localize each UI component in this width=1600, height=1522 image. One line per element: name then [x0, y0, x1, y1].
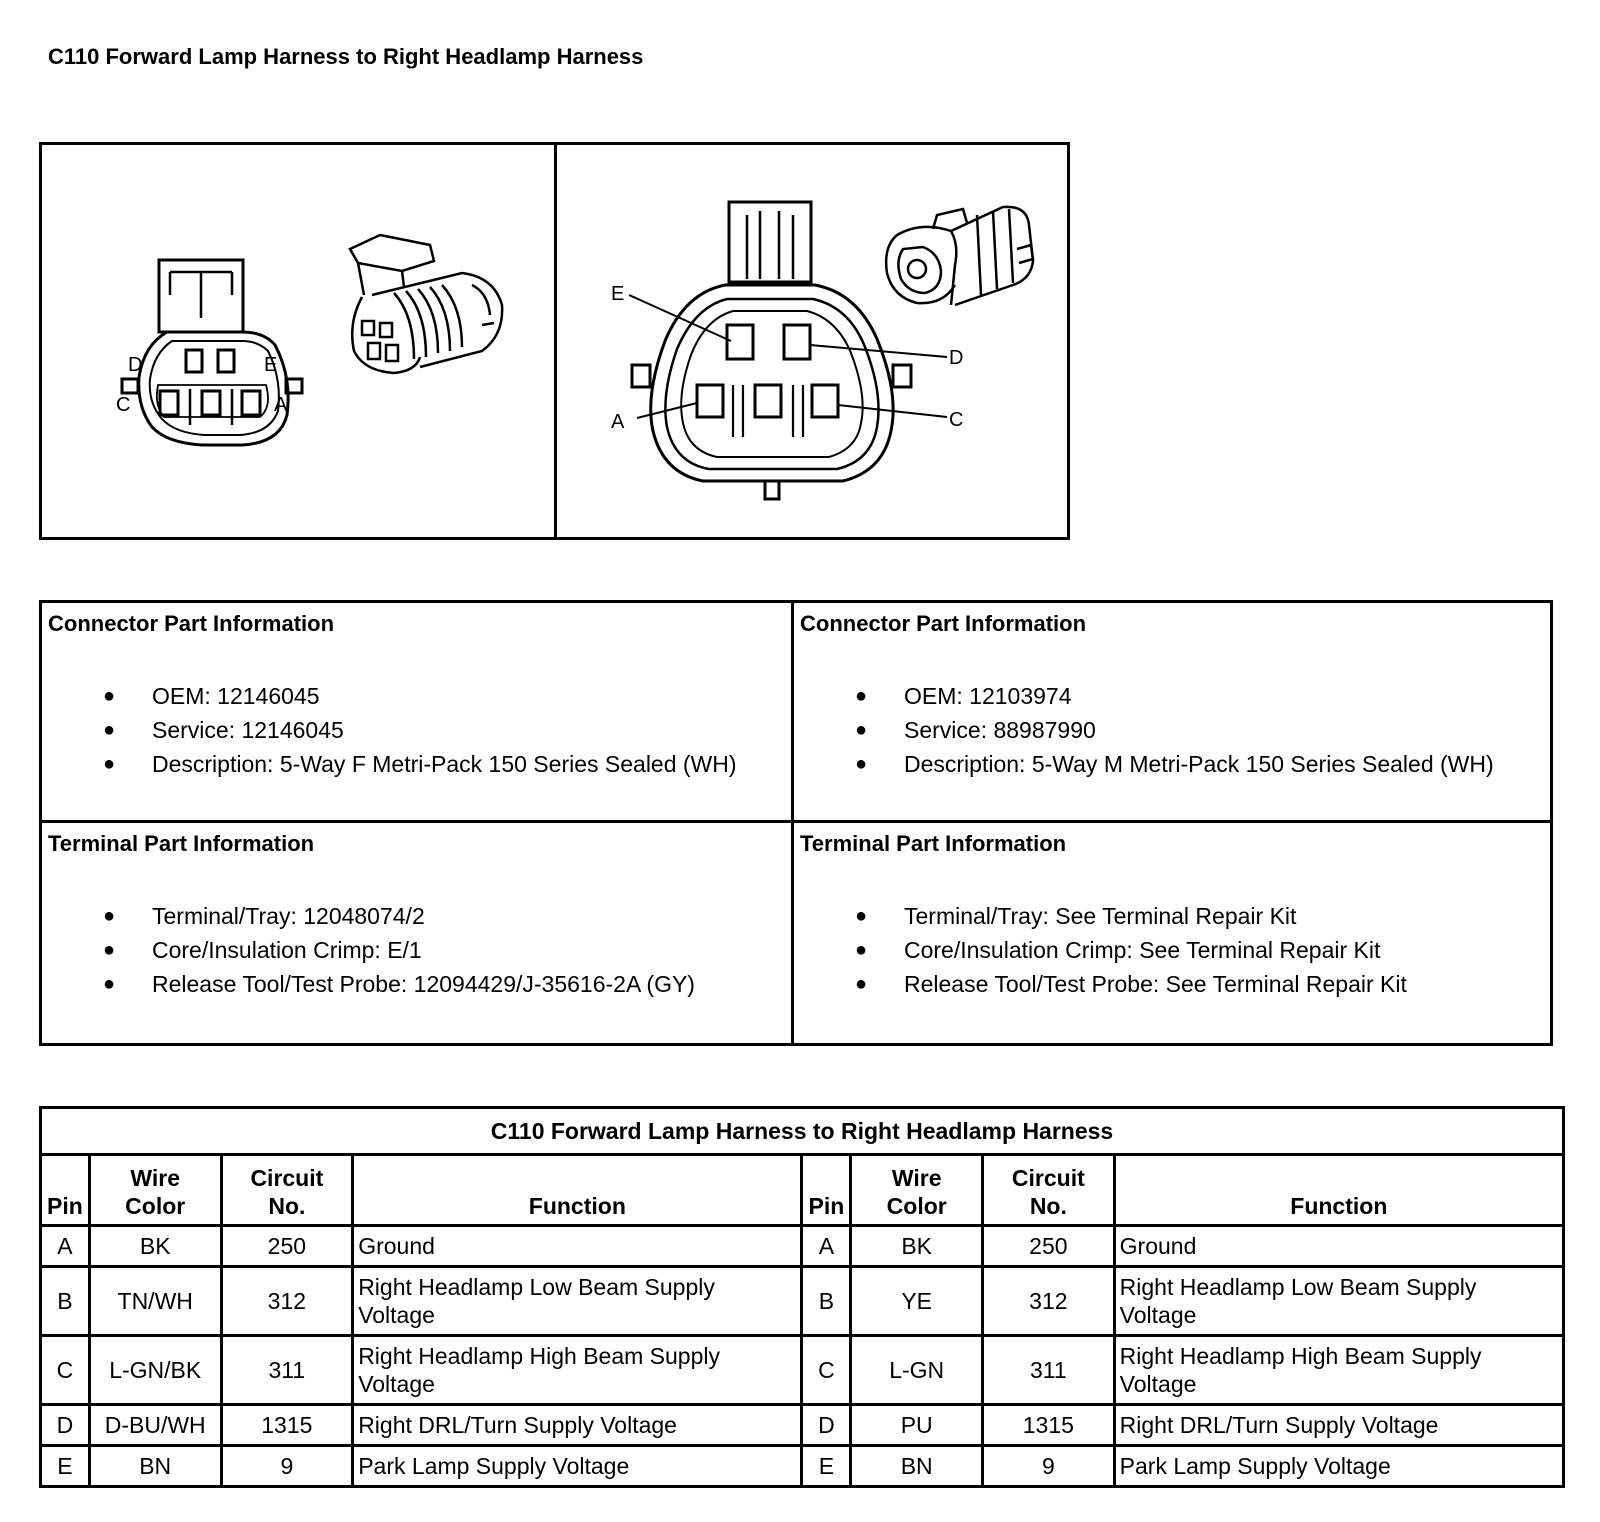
list-item: ● Description: 5-Way M Metri-Pack 150 Series Sealed (WH): [800, 747, 1550, 781]
header-function: Function: [353, 1155, 802, 1226]
list-item: ● Release Tool/Test Probe: 12094429/J-35616-2A (GY): [48, 967, 791, 1001]
bullet-icon: ●: [103, 973, 116, 995]
cell-function: Right DRL/Turn Supply Voltage: [353, 1405, 802, 1446]
male-connector-panel: [557, 145, 1067, 537]
cell-function: Ground: [1114, 1226, 1563, 1267]
cell-pin: C: [41, 1336, 90, 1405]
cell-circuit: 9: [221, 1446, 353, 1487]
male-connector-face-view: [557, 145, 1067, 537]
connector-info-heading: Connector Part Information: [800, 611, 1087, 636]
terminal-info-right: [794, 823, 1550, 1043]
pinout-header-row: [41, 1155, 1564, 1226]
female-connector-isometric-view: [350, 235, 502, 373]
bullet-icon: ●: [855, 905, 868, 927]
list-item: ● Service: 88987990: [800, 713, 1550, 747]
cell-pin: D: [41, 1405, 90, 1446]
pin-label-d: D: [128, 354, 143, 376]
pin-label-a: A: [611, 411, 625, 433]
terminal-info-heading: Terminal Part Information: [48, 831, 315, 856]
cell-pin: E: [41, 1446, 90, 1487]
cell-function: Right Headlamp Low Beam Supply Voltage: [1114, 1267, 1563, 1336]
terminal-info-list: [800, 899, 1550, 1001]
connector-info-list: [800, 679, 1550, 781]
bullet-icon: ●: [855, 719, 868, 741]
cell-wire-color: BN: [851, 1446, 983, 1487]
terminal-info-heading: Terminal Part Information: [800, 831, 1067, 856]
list-item: ● Service: 12146045: [48, 713, 791, 747]
connector-info-list: [48, 679, 791, 781]
cell-circuit: 1315: [221, 1405, 353, 1446]
cell-pin: D: [802, 1405, 851, 1446]
part-information-table: [39, 600, 1553, 1046]
cell-wire-color: BK: [851, 1226, 983, 1267]
pin-label-e: E: [611, 283, 625, 305]
bullet-icon: ●: [855, 973, 868, 995]
pin-label-c: C: [949, 409, 964, 431]
bullet-icon: ●: [103, 685, 116, 707]
cell-circuit: 311: [221, 1336, 353, 1405]
cell-function: Ground: [353, 1226, 802, 1267]
cell-wire-color: BN: [89, 1446, 221, 1487]
cell-wire-color: D-BU/WH: [89, 1405, 221, 1446]
bullet-icon: ●: [103, 939, 116, 961]
list-item: ● Core/Insulation Crimp: E/1: [48, 933, 791, 967]
pin-label-d: D: [949, 347, 964, 369]
bullet-icon: ●: [855, 939, 868, 961]
connector-info-left: [42, 603, 794, 823]
header-circuit-no: Circuit No.: [221, 1155, 353, 1226]
cell-function: Right Headlamp Low Beam Supply Voltage: [353, 1267, 802, 1336]
female-connector-face-view: [42, 145, 554, 537]
cell-circuit: 311: [983, 1336, 1115, 1405]
pin-label-e: E: [264, 354, 278, 376]
cell-function: Park Lamp Supply Voltage: [353, 1446, 802, 1487]
cell-pin: B: [802, 1267, 851, 1336]
male-connector-isometric-view: [886, 207, 1033, 305]
cell-pin: E: [802, 1446, 851, 1487]
cell-function: Right Headlamp High Beam Supply Voltage: [1114, 1336, 1563, 1405]
list-item: ● OEM: 12103974: [800, 679, 1550, 713]
cell-wire-color: L-GN/BK: [89, 1336, 221, 1405]
table-row: [41, 1226, 1564, 1267]
cell-wire-color: PU: [851, 1405, 983, 1446]
bullet-icon: ●: [103, 753, 116, 775]
cell-circuit: 1315: [983, 1405, 1115, 1446]
bullet-icon: ●: [103, 719, 116, 741]
header-pin: Pin: [802, 1155, 851, 1226]
cell-wire-color: YE: [851, 1267, 983, 1336]
cell-function: Right DRL/Turn Supply Voltage: [1114, 1405, 1563, 1446]
list-item: ● OEM: 12146045: [48, 679, 791, 713]
cell-function: Right Headlamp High Beam Supply Voltage: [353, 1336, 802, 1405]
table-row: [41, 1405, 1564, 1446]
pin-label-c: C: [116, 394, 131, 416]
header-function: Function: [1114, 1155, 1563, 1226]
connector-info-heading: Connector Part Information: [48, 611, 335, 636]
cell-circuit: 250: [983, 1226, 1115, 1267]
bullet-icon: ●: [855, 685, 868, 707]
list-item: ● Terminal/Tray: 12048074/2: [48, 899, 791, 933]
pin-label-a: A: [274, 394, 288, 416]
list-item: ● Description: 5-Way F Metri-Pack 150 Series Sealed (WH): [48, 747, 791, 781]
cell-pin: C: [802, 1336, 851, 1405]
list-item: ● Terminal/Tray: See Terminal Repair Kit: [800, 899, 1550, 933]
header-wire-color: Wire Color: [89, 1155, 221, 1226]
bullet-icon: ●: [855, 753, 868, 775]
cell-circuit: 9: [983, 1446, 1115, 1487]
terminal-info-list: [48, 899, 791, 1001]
cell-pin: A: [802, 1226, 851, 1267]
cell-circuit: 250: [221, 1226, 353, 1267]
cell-pin: B: [41, 1267, 90, 1336]
table-row: [41, 1446, 1564, 1487]
cell-function: Park Lamp Supply Voltage: [1114, 1446, 1563, 1487]
cell-wire-color: BK: [89, 1226, 221, 1267]
pinout-table-caption: C110 Forward Lamp Harness to Right Headlamp Harness: [41, 1108, 1564, 1155]
connector-diagram-frame: [39, 142, 1070, 540]
header-circuit-no: Circuit No.: [983, 1155, 1115, 1226]
cell-wire-color: TN/WH: [89, 1267, 221, 1336]
female-connector-panel: [42, 145, 557, 537]
pinout-table: [39, 1106, 1565, 1488]
table-row: [41, 1336, 1564, 1405]
cell-pin: A: [41, 1226, 90, 1267]
header-pin: Pin: [41, 1155, 90, 1226]
header-wire-color: Wire Color: [851, 1155, 983, 1226]
cell-circuit: 312: [221, 1267, 353, 1336]
table-row: [41, 1267, 1564, 1336]
list-item: ● Release Tool/Test Probe: See Terminal Repair Kit: [800, 967, 1550, 1001]
page-title: C110 Forward Lamp Harness to Right Headlamp Harness: [48, 44, 644, 69]
cell-circuit: 312: [983, 1267, 1115, 1336]
connector-info-right: [794, 603, 1550, 823]
list-item: ● Core/Insulation Crimp: See Terminal Repair Kit: [800, 933, 1550, 967]
cell-wire-color: L-GN: [851, 1336, 983, 1405]
terminal-info-left: [42, 823, 794, 1043]
bullet-icon: ●: [103, 905, 116, 927]
